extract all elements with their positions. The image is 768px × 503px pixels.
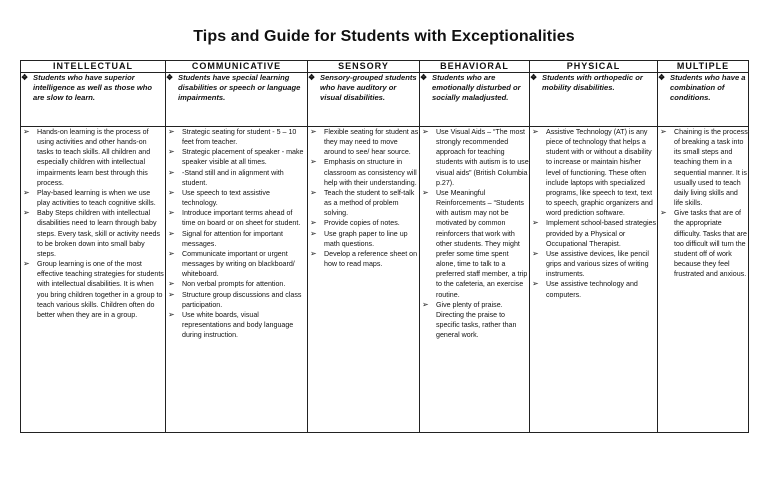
description-sensory	[308, 73, 420, 127]
description-text: Students who are emotionally disturbed or socially maladjusted.	[432, 73, 521, 103]
list-item-text: Flexible seating for student as they may need to move around to see/ hear source.	[324, 128, 419, 157]
list-item-text: Develop a reference sheet on how to read maps.	[324, 249, 418, 269]
list-item-text: Implement school-based strategies provided by a Physical or Occupational Therapist.	[546, 219, 657, 248]
list-item-text: Use graph paper to line up math questions.	[324, 229, 408, 248]
list-item-text: Non verbal prompts for attention.	[182, 280, 286, 289]
strategies-behavioral	[420, 127, 530, 433]
header-intellectual: INTELLECTUAL	[21, 61, 166, 73]
list-item-text: Introduce important terms ahead of time on board or on sheet for student.	[182, 209, 301, 228]
list-item-text: Baby Steps children with intellectual disabilities need to learn through baby steps. Every task, skill or activity needs to be broken down into small baby steps.	[37, 209, 161, 258]
arrow-bullet-icon: ➢	[310, 228, 317, 238]
list-item	[21, 127, 165, 188]
strategy-list	[308, 127, 419, 269]
arrow-bullet-icon: ➢	[23, 259, 30, 269]
list-item	[530, 249, 657, 279]
list-item-text: Chaining is the process of breaking a task into its small steps and teaching them in a sequential manner. It is usually used to teach daily living skills and life skills.	[674, 128, 748, 208]
description-row	[21, 73, 749, 127]
list-item	[166, 127, 307, 147]
list-item	[21, 188, 165, 208]
diamond-bullet-icon: ❖	[166, 73, 174, 82]
arrow-bullet-icon: ➢	[168, 167, 175, 177]
list-item	[308, 127, 419, 157]
list-item-text: Use assistive technology and computers.	[546, 280, 638, 299]
arrow-bullet-icon: ➢	[532, 248, 539, 258]
strategy-list	[658, 127, 748, 279]
description-behavioral	[420, 73, 530, 127]
arrow-bullet-icon: ➢	[310, 127, 317, 136]
strategies-row	[21, 127, 749, 433]
list-item	[21, 259, 165, 320]
list-item-text: Group learning is one of the most effective teaching strategies for students with intellectual disabilities. It is when you bring children together in a group to teach various skills. Children often do better when they are in a group.	[37, 260, 164, 319]
description-text: Students who have a combination of conditions.	[670, 73, 746, 103]
list-item	[166, 229, 307, 249]
arrow-bullet-icon: ➢	[168, 147, 175, 157]
arrow-bullet-icon: ➢	[23, 127, 30, 136]
description-intellectual	[21, 73, 166, 127]
diamond-bullet-icon: ❖	[308, 73, 316, 82]
arrow-bullet-icon: ➢	[660, 127, 667, 136]
list-item	[166, 147, 307, 167]
header-sensory: SENSORY	[308, 61, 420, 73]
description-communicative	[166, 73, 308, 127]
list-item	[166, 290, 307, 310]
list-item	[420, 127, 529, 188]
list-item-text: Assistive Technology (AT) is any piece of technology that helps a student with or without a disability to increase or maintain his/her level of functioning. These often include laptops with specialized programs, like speech to text, text to speech, graphic organizers and word prediction software.	[546, 128, 653, 218]
description-text: Students have special learning disabilities or speech or language impairments.	[178, 73, 301, 103]
list-item	[530, 279, 657, 299]
description-text: Students who have superior intelligence as well as those who are slow to learn.	[33, 73, 153, 103]
list-item-text: Use Meaningful Reinforcements – “Students with autism may not be motivated by common reinforcers that work with other students. They might prefer some time spent alone, time to talk to a preferred staff member, a trip to the cafeteria, an exercise routine.	[436, 188, 528, 299]
list-item-text: Hands-on learning is the process of using activities and other hands-on tasks to teach skills. All children and especially children with intellectual impairments learn best through this process.	[37, 128, 151, 187]
diamond-bullet-icon: ❖	[420, 73, 428, 82]
arrow-bullet-icon: ➢	[168, 187, 175, 197]
list-item	[530, 218, 657, 248]
strategy-list	[420, 127, 529, 340]
list-item-text: Use white boards, visual representations and body language during instruction.	[182, 310, 294, 340]
list-item	[308, 249, 419, 269]
strategy-list	[21, 127, 165, 320]
description-text: Sensory-grouped students who have auditory or visual disabilities.	[320, 73, 417, 103]
arrow-bullet-icon: ➢	[310, 157, 317, 167]
list-item	[166, 208, 307, 228]
list-item-text: Communicate important or urgent messages by writing on blackboard/ whiteboard.	[182, 249, 295, 279]
header-physical: PHYSICAL	[530, 61, 658, 73]
list-item	[658, 127, 748, 208]
list-item-text: Strategic placement of speaker - make speaker visible at all times.	[182, 148, 304, 167]
arrow-bullet-icon: ➢	[168, 127, 175, 136]
arrow-bullet-icon: ➢	[310, 218, 317, 228]
strategies-communicative	[166, 127, 308, 433]
strategies-multiple	[658, 127, 749, 433]
list-item-text: Give plenty of praise. Directing the praise to specific tasks, rather than general work.	[436, 300, 517, 340]
strategies-physical	[530, 127, 658, 433]
list-item	[530, 127, 657, 218]
page-title: Tips and Guide for Students with Exceptionalities	[193, 28, 575, 45]
arrow-bullet-icon: ➢	[23, 187, 30, 197]
description-text: Students with orthopedic or mobility disabilities.	[542, 73, 643, 93]
arrow-bullet-icon: ➢	[168, 228, 175, 238]
arrow-bullet-icon: ➢	[168, 208, 175, 218]
header-row	[21, 61, 749, 73]
strategy-list	[166, 127, 307, 340]
strategies-intellectual	[21, 127, 166, 433]
arrow-bullet-icon: ➢	[660, 208, 667, 218]
list-item	[420, 300, 529, 341]
list-item-text: Signal for attention for important messages.	[182, 229, 283, 248]
exceptionalities-table	[20, 60, 749, 433]
list-item	[166, 188, 307, 208]
diamond-bullet-icon: ❖	[21, 73, 29, 82]
arrow-bullet-icon: ➢	[23, 208, 30, 218]
list-item	[308, 188, 419, 218]
list-item-text: Emphasis on structure in classroom as consistency will help with their understanding.	[324, 158, 417, 187]
list-item	[166, 310, 307, 340]
arrow-bullet-icon: ➢	[310, 248, 317, 258]
diamond-bullet-icon: ❖	[658, 73, 666, 82]
arrow-bullet-icon: ➢	[532, 279, 539, 289]
list-item-text: Structure group discussions and class participation.	[182, 290, 302, 309]
list-item-text: Strategic seating for student - 5 – 10 feet from teacher.	[182, 128, 297, 147]
arrow-bullet-icon: ➢	[422, 187, 429, 197]
list-item	[308, 229, 419, 249]
list-item	[308, 157, 419, 187]
list-item	[420, 188, 529, 300]
description-physical	[530, 73, 658, 127]
strategy-list	[530, 127, 657, 300]
arrow-bullet-icon: ➢	[168, 248, 175, 258]
description-multiple	[658, 73, 749, 127]
arrow-bullet-icon: ➢	[532, 127, 539, 136]
list-item-text: Use Visual Aids – “The most strongly recommended approach for teaching students with autism is to use visual aids” (British Columbia p.27).	[436, 128, 529, 187]
list-item	[658, 208, 748, 279]
arrow-bullet-icon: ➢	[310, 187, 317, 197]
arrow-bullet-icon: ➢	[532, 218, 539, 228]
list-item	[166, 249, 307, 279]
list-item	[308, 218, 419, 228]
list-item-text: Provide copies of notes.	[324, 219, 400, 228]
header-behavioral: BEHAVIORAL	[420, 61, 530, 73]
header-communicative: COMMUNICATIVE	[166, 61, 308, 73]
arrow-bullet-icon: ➢	[168, 289, 175, 299]
header-multiple: MULTIPLE	[658, 61, 749, 73]
list-item-text: Teach the student to self-talk as a method of problem solving.	[324, 188, 415, 218]
list-item-text: Use speech to text assistive technology.	[182, 188, 270, 208]
list-item	[166, 279, 307, 289]
list-item	[166, 168, 307, 188]
strategies-sensory	[308, 127, 420, 433]
arrow-bullet-icon: ➢	[168, 279, 175, 289]
arrow-bullet-icon: ➢	[168, 309, 175, 319]
arrow-bullet-icon: ➢	[422, 127, 429, 136]
list-item-text: Give tasks that are of the appropriate difficulty. Tasks that are too difficult will turn the student off of work because they feel frustrated and anxious.	[674, 209, 747, 279]
arrow-bullet-icon: ➢	[422, 299, 429, 309]
list-item-text: Play-based learning is when we use play activities to teach cognitive skills.	[37, 188, 156, 208]
list-item	[21, 208, 165, 259]
diamond-bullet-icon: ❖	[530, 73, 538, 82]
list-item-text: -Stand still and in alignment with student.	[182, 168, 284, 187]
list-item-text: Use assistive devices, like pencil grips and various sizes of writing instruments.	[546, 249, 649, 279]
